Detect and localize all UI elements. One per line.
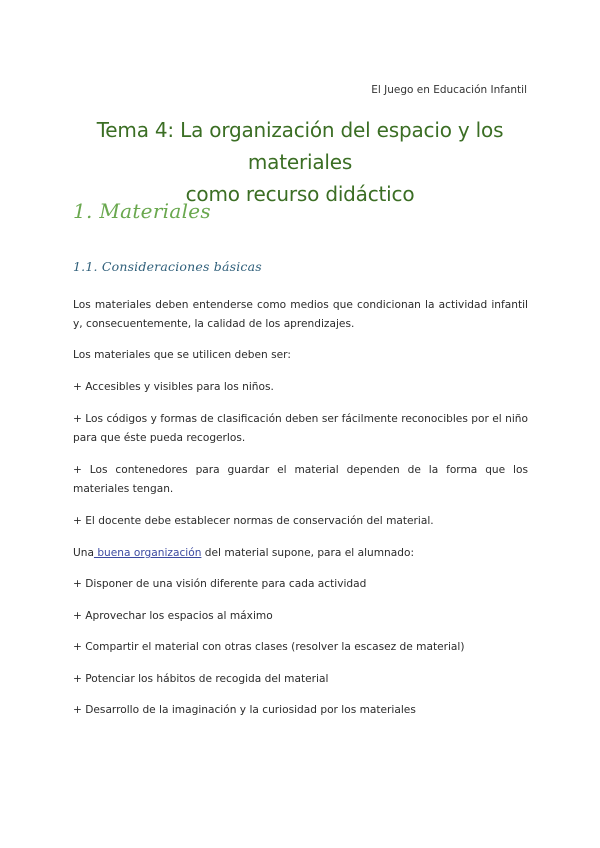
list-item: + Potenciar los hábitos de recogida del material	[73, 673, 329, 685]
buena-organizacion-link[interactable]: buena organización	[93, 547, 202, 559]
list-item: + Disponer de una visión diferente para cada actividad	[73, 578, 367, 590]
list-item: + Compartir el material con otras clases (resolver la escasez de material)	[73, 641, 465, 653]
list-item: + Los códigos y formas de clasificación deben ser fácilmente reconocibles por el niño para que éste pueda recogerlos.	[73, 413, 528, 444]
requirements-intro: Los materiales que se utilicen deben ser:	[73, 349, 291, 361]
list-item: + Accesibles y visibles para los niños.	[73, 381, 274, 393]
subsection-heading: 1.1. Consideraciones básicas	[73, 259, 262, 274]
intro-paragraph: Los materiales deben entenderse como medios que condicionan la actividad infantil y, consecuentemente, la calidad de los aprendizajes.	[73, 299, 528, 330]
organization-paragraph	[73, 544, 528, 563]
list-item: + Aprovechar los espacios al máximo	[73, 610, 273, 622]
organization-text-start: Una	[73, 547, 94, 559]
running-header: El Juego en Educación Infantil	[371, 84, 527, 96]
list-item: + Desarrollo de la imaginación y la curiosidad por los materiales	[73, 704, 416, 716]
list-item: + Los contenedores para guardar el material dependen de la forma que los materiales tengan.	[73, 464, 528, 495]
section-heading: 1. Materiales	[73, 199, 211, 223]
page-title-line-1: Tema 4: La organización del espacio y los materiales	[96, 118, 504, 174]
page-title-line-2: como recurso didáctico	[185, 182, 415, 206]
organization-text-end: del material supone, para el alumnado:	[201, 547, 415, 559]
page-title	[60, 114, 540, 210]
list-item: + El docente debe establecer normas de conservación del material.	[73, 515, 434, 527]
